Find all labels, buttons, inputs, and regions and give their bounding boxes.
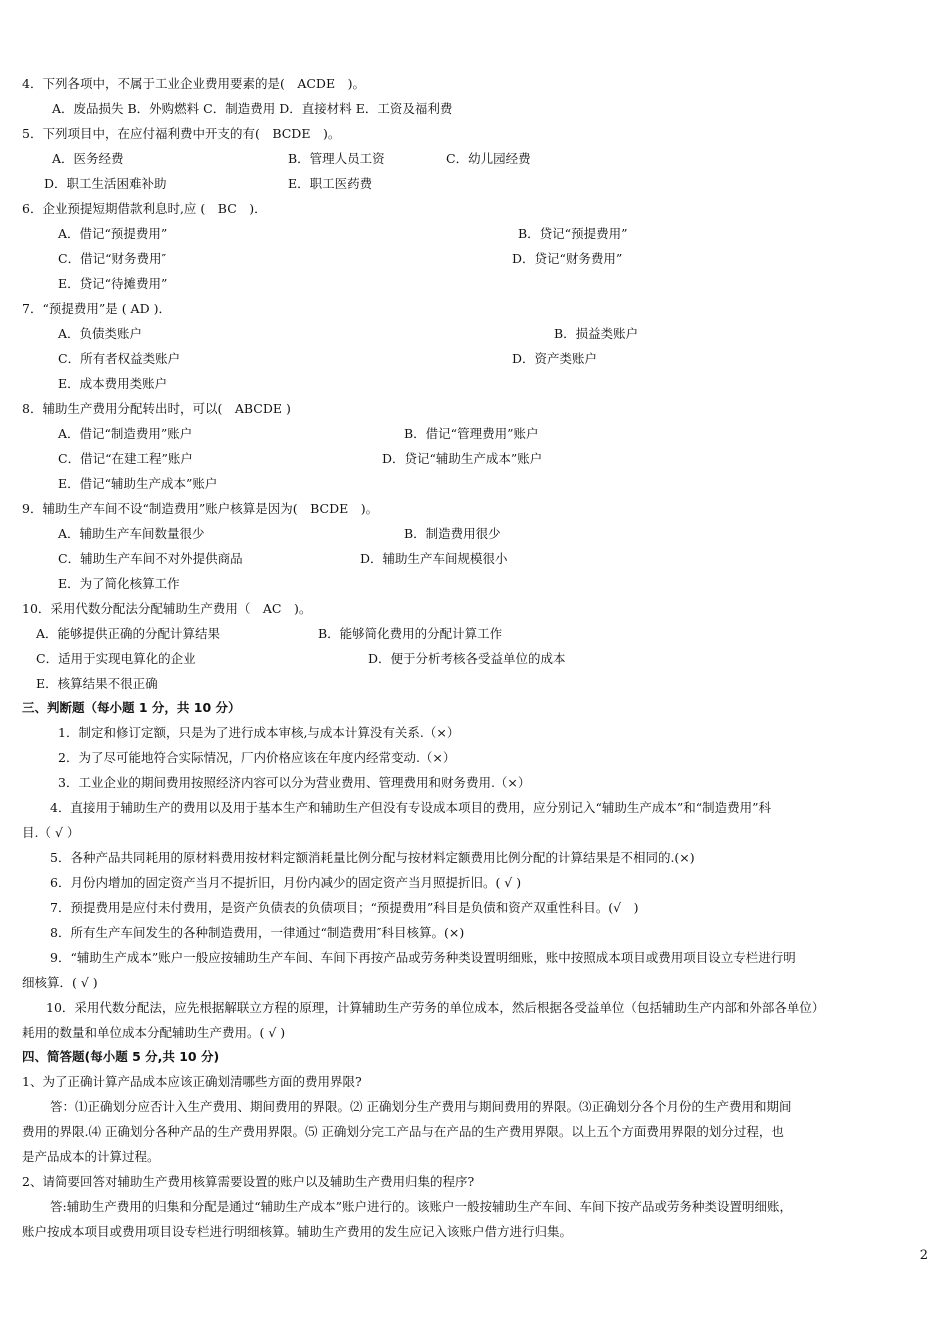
question-5-option-b: B．管理人员工资 (288, 151, 385, 166)
question-10-option-c: C．适用于实现电算化的企业 (36, 651, 196, 666)
question-7-option-b: B．损益类账户 (554, 326, 639, 341)
short-answer-1-line-2: 费用的界限.⑷ 正确划分各种产品的生产费用界限。⑸ 正确划分完工产品与在产品的生产费用界限。以上五个方面费用界限的划分过程，也 (22, 1124, 784, 1139)
question-8: 8．辅助生产费用分配转出时，可以( ABCDE ) (22, 401, 291, 416)
question-7-option-a: A．负债类账户 (58, 326, 143, 341)
judgement-5: 5．各种产品共同耗用的原材料费用按材料定额消耗量比例分配与按材料定额费用比例分配的计算结果是不相同的.(×) (50, 850, 695, 865)
question-5-option-a: A．医务经费 (52, 151, 124, 166)
question-9-option-d: D．辅助生产车间规模很小 (360, 551, 508, 566)
short-answer-2-line-1: 答:辅助生产费用的归集和分配是通过“辅助生产成本”账户进行的。该账户一般按辅助生产车间、车间下按产品或劳务种类设置明细账， (50, 1199, 792, 1214)
judgement-7: 7．预提费用是应付未付费用，是资产负债表的负债项目；“预提费用”科目是负债和资产双重性科目。(√ ) (50, 900, 639, 915)
question-8-option-c: C．借记“在建工程”账户 (58, 451, 193, 466)
question-9-option-a: A．辅助生产车间数量很少 (58, 526, 205, 541)
question-6-option-b: B．贷记“预提费用” (518, 226, 628, 241)
question-7-option-c: C．所有者权益类账户 (58, 351, 181, 366)
short-question-2: 2、请简要回答对辅助生产费用核算需要设置的账户以及辅助生产费用归集的程序? (22, 1174, 475, 1189)
question-9-option-e: E．为了简化核算工作 (58, 576, 180, 591)
question-5-option-d: D．职工生活困难补助 (44, 176, 167, 191)
judgement-4-line-1: 4．直接用于辅助生产的费用以及用于基本生产和辅助生产但没有专设成本项目的费用，应分别记入“辅助生产成本”和“制造费用”科 (50, 800, 772, 815)
question-6-option-a: A．借记“预提费用” (58, 226, 168, 241)
judgement-6: 6．月份内增加的固定资产当月不提折旧，月份内减少的固定资产当月照提折旧。( √ ) (50, 875, 522, 890)
question-6: 6．企业预提短期借款利息时,应 ( BC )． (22, 201, 267, 216)
question-4-options: A．废品损失 B．外购燃料 C．制造费用 D．直接材料 E．工资及福利费 (52, 101, 453, 116)
judgement-9-line-2: 细核算．( √ ) (22, 975, 98, 990)
question-8-option-e: E．借记“辅助生产成本”账户 (58, 476, 218, 491)
question-10: 10．采用代数分配法分配辅助生产费用（ AC )。 (22, 601, 312, 616)
question-9: 9．辅助生产车间不设“制造费用”账户核算是因为( BCDE )。 (22, 501, 379, 516)
judgement-1: 1．制定和修订定额，只是为了进行成本审核,与成本计算没有关系.（×） (58, 725, 460, 740)
question-6-option-e: E．贷记“待摊费用” (58, 276, 168, 291)
question-9-option-c: C．辅助生产车间不对外提供商品 (58, 551, 243, 566)
section-heading-judgement: 三、判断题（每小题 1 分，共 10 分） (22, 700, 241, 715)
judgement-2: 2．为了尽可能地符合实际情况，厂内价格应该在年度内经常变动.（×） (58, 750, 456, 765)
short-answer-1-line-3: 是产品成本的计算过程。 (22, 1149, 160, 1164)
question-10-option-d: D．便于分析考核各受益单位的成本 (368, 651, 566, 666)
question-7-option-d: D．资产类账户 (512, 351, 598, 366)
judgement-9-line-1: 9．“辅助生产成本”账户一般应按辅助生产车间、车间下再按产品或劳务种类设置明细账，账中按照成本项目或费用项目设立专栏进行明 (50, 950, 796, 965)
question-6-option-c: C．借记“财务费用″ (58, 251, 167, 266)
question-10-option-e: E．核算结果不很正确 (36, 676, 158, 691)
judgement-8: 8．所有生产车间发生的各种制造费用，一律通过“制造费用″科目核算。(×) (50, 925, 465, 940)
short-question-1: 1、为了正确计算产品成本应该正确划清哪些方面的费用界限? (22, 1074, 362, 1089)
short-answer-2-line-2: 账户按成本项目或费用项目设专栏进行明细核算。辅助生产费用的发生应记入该账户借方进行归集。 (22, 1224, 573, 1239)
question-4: 4．下列各项中，不属于工业企业费用要素的是( ACDE )。 (22, 76, 365, 91)
judgement-4-line-2: 目.（ √ ） (22, 825, 80, 840)
judgement-10-line-1: 10．采用代数分配法，应先根据解联立方程的原理，计算辅助生产劳务的单位成本，然后根据各受益单位（包括辅助生产内部和外部各单位） (46, 1000, 825, 1015)
section-heading-short-answer: 四、简答题(每小题 5 分,共 10 分) (22, 1049, 220, 1064)
question-5-option-c: C．幼儿园经费 (446, 151, 531, 166)
question-7: 7．“预提费用”是 ( AD )． (22, 301, 171, 316)
question-10-option-a: A．能够提供正确的分配计算结果 (36, 626, 221, 641)
question-10-option-b: B．能够简化费用的分配计算工作 (318, 626, 503, 641)
question-8-option-b: B．借记“管理费用”账户 (404, 426, 539, 441)
question-5-option-e: E．职工医药费 (288, 176, 373, 191)
question-9-option-b: B．制造费用很少 (404, 526, 501, 541)
question-6-option-d: D．贷记“财务费用” (512, 251, 623, 266)
question-8-option-d: D．贷记“辅助生产成本”账户 (382, 451, 543, 466)
page-number: 2 (919, 1248, 928, 1263)
question-7-option-e: E．成本费用类账户 (58, 376, 168, 391)
question-8-option-a: A．借记“制造费用”账户 (58, 426, 193, 441)
short-answer-1-line-1: 答：⑴正确划分应否计入生产费用、期间费用的界限。⑵ 正确划分生产费用与期间费用的界限。⑶正确划分各个月份的生产费用和期间 (50, 1099, 792, 1114)
question-5: 5．下列项目中，在应付福利费中开支的有( BCDE )。 (22, 126, 341, 141)
judgement-3: 3．工业企业的期间费用按照经济内容可以分为营业费用、管理费用和财务费用.（×） (58, 775, 531, 790)
judgement-10-line-2: 耗用的数量和单位成本分配辅助生产费用。( √ ) (22, 1025, 286, 1040)
